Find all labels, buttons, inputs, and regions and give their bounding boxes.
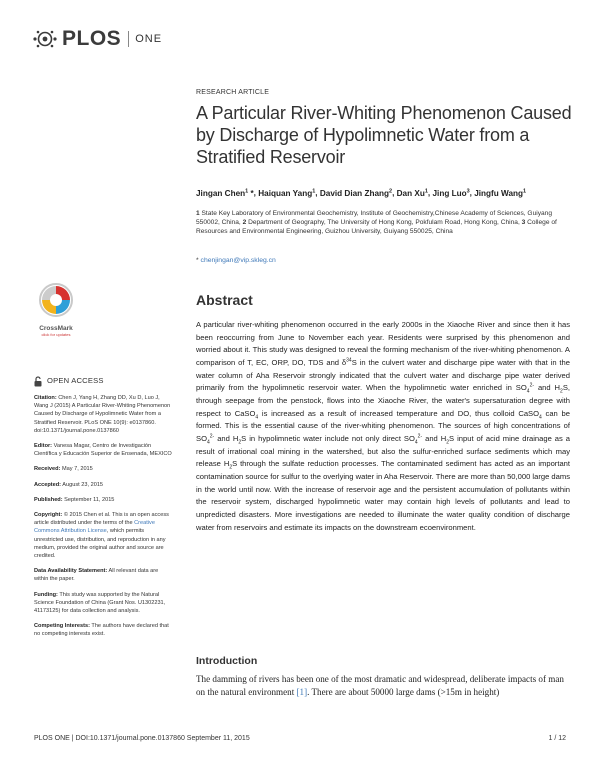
author-name: Dan Xu (396, 188, 425, 198)
author-affil-sup: 3 (466, 188, 470, 194)
abstract-text-run: S in the culvert water and discharge pipe water with that in the water column of Aha Reservoir strongly indicated that the culvert water and discharge pipe water derived primarily from the hypolimnetic reservoir water. When the hypolimnetic water enriched in SO (196, 357, 570, 393)
abstract-text-run: A particular river-whiting phenomenon occurred in the early 2000s in the Xiaoche River and since then it has been reoccurring from June to November each year. Residents were surprised by this phenomenon and worried about it. This study was designed to reveal the forming mechanism of the river-whiting phenomenon. A comparison of T, EC, ORP, DO, TDS and δ (196, 320, 570, 367)
accepted-label: Accepted: (34, 481, 62, 488)
abstract-text-run: S input of acid mine drainage as a result of irrational coal mining in the watershed, but also the sulfur-enriched surface sediments which may release H (196, 433, 571, 469)
published-block (34, 496, 174, 504)
funding-block (34, 591, 174, 616)
abstract-subscript: 4 (206, 439, 210, 446)
citation-label: Citation: (34, 395, 57, 401)
crossmark-sub: click for updates (41, 332, 71, 337)
abstract-subscript: 2 (446, 439, 450, 446)
abstract-superscript: 34 (346, 357, 352, 364)
article-type: RESEARCH ARTICLE (196, 89, 270, 96)
published-label: Published: (34, 496, 63, 503)
competing-text: The authors have declared that no competing interests exist. (34, 623, 169, 638)
plos-wordmark: PLOS (62, 27, 122, 50)
abstract-subscript: 2 (560, 388, 563, 395)
abstract-superscript: 2- (529, 382, 535, 389)
open-access-label: OPEN ACCESS (47, 376, 104, 386)
abstract-text-run: S, through seepage from the penstock, flows into the Xiaoche River, the water's supersaturation degree with respect to CaSO (196, 383, 570, 418)
abstract-subscript: 2 (229, 464, 233, 471)
corresponding-mark: * (248, 188, 254, 198)
funding-text: This study was supported by the Natural Science Foundation of China (Grant Nos. U1302231, 41173125) for data collection and analysis. (34, 591, 166, 615)
abstract-text-run: is increased as a result of increased temperature and DO, thus colloid CaSO (258, 408, 540, 418)
page-number: 1 / 12 (548, 735, 566, 742)
introduction-text (196, 673, 572, 698)
crossmark-badge[interactable] (34, 282, 78, 337)
author-affil-sup: 2 (389, 188, 393, 194)
intro-text-part: The damming of rivers has been one of the most dramatic and widespread, deliberate impacts of man on the natural environment (196, 674, 564, 697)
introduction-heading: Introduction (196, 655, 258, 667)
editor-block (34, 442, 174, 458)
affiliations (196, 209, 562, 237)
corresponding-email (196, 257, 276, 264)
author-name: Jingfu Wang (474, 188, 524, 198)
reference-link[interactable]: [1] (296, 686, 308, 697)
logo-divider (128, 31, 129, 47)
author-4[interactable] (397, 189, 428, 198)
copyright-text-end: , which permits unrestricted use, distribution, and reproduction in any medium, provided the original author and source are credited. (34, 528, 166, 560)
abstract-subscript: 4 (414, 439, 418, 446)
accepted-block (34, 481, 174, 489)
competing-interests-block (34, 622, 174, 638)
footer-citation: PLOS ONE | DOI:10.1371/journal.pone.0137860 September 11, 2015 (34, 735, 250, 742)
author-affil-sup: 1 (523, 188, 527, 194)
abstract-text-run: and H (534, 383, 561, 393)
abstract-superscript: 2- (417, 433, 423, 440)
author-6[interactable] (474, 189, 526, 198)
data-availability-text: All relevant data are within the paper. (34, 568, 159, 583)
open-lock-icon (34, 376, 42, 387)
author-affil-sup: 1 (312, 188, 316, 194)
author-5[interactable] (432, 189, 469, 198)
abstract-text (196, 319, 570, 534)
copyright-block (34, 511, 174, 560)
abstract-subscript: 4 (539, 414, 542, 421)
author-name: Jing Luo (432, 188, 467, 198)
abstract-subscript: 4 (255, 414, 259, 421)
received-label: Received: (34, 466, 61, 473)
affil-text: State Key Laboratory of Environmental Geochemistry, Institute of Geochemistry,Chinese Academy of Sciences, Guiyang 550002, China, (196, 210, 552, 227)
author-affil-sup: 1 (245, 188, 249, 194)
competing-label: Competing Interests: (34, 623, 90, 630)
intro-text-part: . There are about 50000 large dams (>15m in height) (307, 686, 500, 697)
author-list: Jingan Chen$^1$ *, Haiquan Yang$^1$, David Dian Zhang$^2$, Dan Xu$^1$, Jing Luo$^3$, Jingfu Wang$^1$ (196, 188, 527, 198)
plos-one-logo[interactable] (32, 28, 162, 50)
author-2[interactable] (258, 189, 315, 198)
copyright-text: © 2015 Chen et al. This is an open access article distributed under the terms of the (34, 512, 169, 527)
author-name: Jingan Chen (196, 188, 246, 198)
author-affil-sup: 1 (424, 188, 428, 194)
abstract-text-run: S through the sulfate reduction processes. The contaminated sediment has acted as an important contamination source for sulfur to the overlying water in Aha Reservoir. There are more than 50,000 large dams in the world until now. With the increase of reservoir age and the persistent accumulation of pollutants within the reservoir system, discharged hypolimnetic water may contain high levels of pollutants and lead to unpredicted disasters. More investigations are needed to illuminate the water quality condition of discharge water from reservoirs and estimate its impacts on the downstream ecoenvironment. (196, 459, 570, 532)
author-name: Haiquan Yang (258, 188, 313, 198)
plos-logo-icon (32, 29, 58, 49)
author-1[interactable] (196, 189, 254, 198)
article-title: A Particular River-Whiting Phenomenon Caused by Discharge of Hypolimnetic Water from a Stratified Reservoir (196, 103, 572, 167)
funding-label: Funding: (34, 591, 58, 598)
copyright-label: Copyright: (34, 512, 63, 519)
author-3[interactable] (320, 189, 392, 198)
crossmark-label: CrossMark (39, 325, 73, 332)
abstract-superscript: 2- (209, 433, 215, 440)
page-footer (34, 735, 566, 742)
editor-text: Vanesa Magar, Centro de Investigación Científica y Educación Superior de Ensenada, MEXICO (34, 443, 172, 458)
affil-number: 2 (242, 219, 247, 227)
abstract-subscript: 2 (238, 439, 242, 446)
abstract-text-run: S in hypolimnetic water include not only direct SO (241, 433, 415, 443)
data-availability-block (34, 567, 174, 583)
affil-text: College of Resources and Environmental Engineering, Guizhou University, Guiyang 550025, China (196, 219, 557, 236)
data-availability-label: Data Availability Statement: (34, 568, 108, 575)
email-link[interactable]: chenjingan@vip.skleg.cn (200, 257, 276, 264)
one-wordmark: ONE (135, 33, 163, 45)
abstract-text-run: and H (422, 433, 447, 443)
published-date: September 11, 2015 (62, 496, 115, 503)
abstract-heading: Abstract (196, 292, 253, 308)
affil-number: 1 (196, 210, 200, 217)
email-prefix: * (196, 257, 201, 264)
accepted-date: August 23, 2015 (61, 481, 104, 488)
author-name: David Dian Zhang (319, 188, 390, 198)
received-block (34, 465, 174, 473)
affil-text: Department of Geography, The University of Hong Kong, Pokfulam Road, Hong Kong, China, (246, 219, 522, 227)
received-date: May 7, 2015 (60, 466, 93, 473)
crossmark-icon (38, 282, 74, 318)
abstract-text-run: can be formed. This is the essential cause of the river-whiting phenomenon. The sources of high concentrations of SO (196, 408, 570, 443)
open-access-badge (34, 376, 174, 387)
citation-text: Chen J, Yang H, Zhang DD, Xu D, Luo J, Wang J (2015) A Particular River-Whiting Phenomenon Caused by Discharge of Hypolimnetic Water from a Stratified Reservoir. PLoS ONE 10(9): e0137860. doi:10.1371/journal.pone.0137860 (34, 395, 171, 434)
article-info-sidebar (34, 376, 174, 646)
editor-label: Editor: (34, 443, 53, 450)
abstract-subscript: 4 (526, 388, 530, 395)
abstract-text-run: and H (214, 433, 239, 443)
affil-number: 3 (521, 219, 526, 227)
citation-block (34, 394, 174, 435)
cc-license-link[interactable]: Creative Commons Attribution License (34, 520, 155, 535)
